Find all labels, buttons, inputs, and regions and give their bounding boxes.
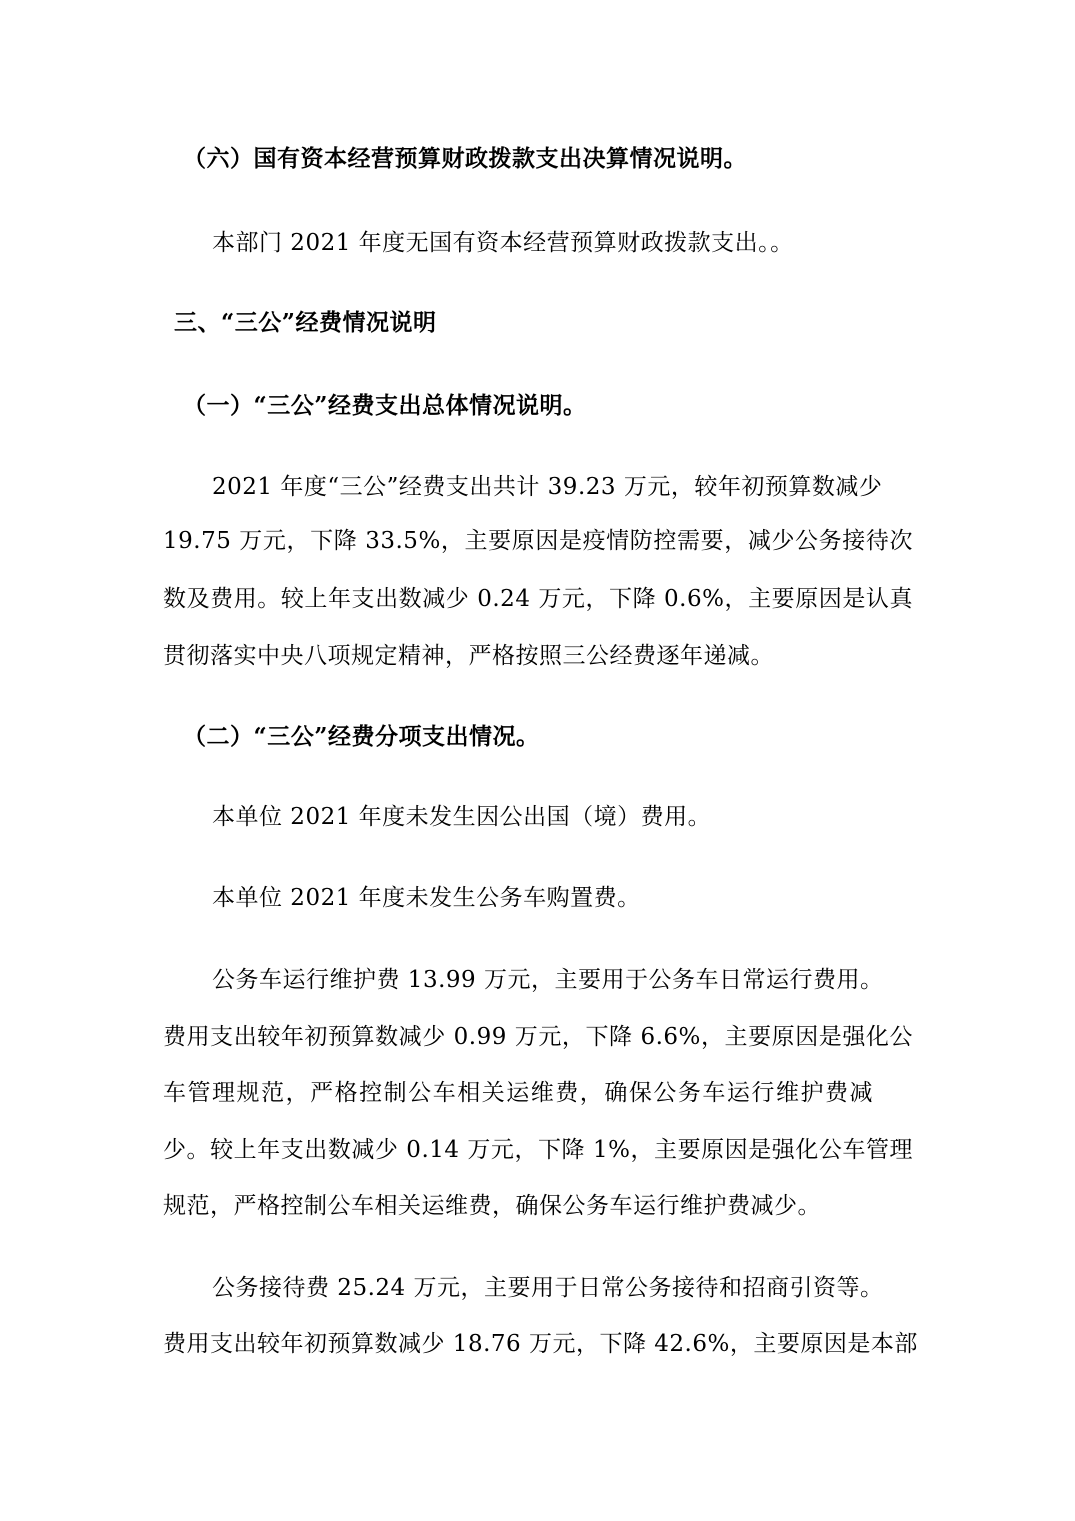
paragraph-vehicle-ops-line-2: 费用支出较年初预算数减少 0.99 万元，下降 6.6%，主要原因是强化公 (163, 1024, 913, 1050)
heading-subsection-itemized: （二）“三公”经费分项支出情况。 (183, 723, 540, 750)
paragraph-abroad-expense: 本单位 2021 年度未发生因公出国（境）费用。 (212, 804, 712, 830)
paragraph-reception-line-2: 费用支出较年初预算数减少 18.76 万元，下降 42.6%，主要原因是本部 (163, 1331, 918, 1357)
paragraph-vehicle-ops-line-5: 规范，严格控制公车相关运维费，确保公务车运行维护费减少。 (163, 1193, 821, 1219)
paragraph-reception-line-1: 公务接待费 25.24 万元，主要用于日常公务接待和招商引资等。 (212, 1275, 884, 1301)
paragraph-vehicle-ops-line-4: 少。较上年支出数减少 0.14 万元，下降 1%，主要原因是强化公车管理 (163, 1137, 913, 1163)
heading-subsection-overall: （一）“三公”经费支出总体情况说明。 (183, 392, 587, 419)
heading-section-6: （六）国有资本经营预算财政拨款支出决算情况说明。 (183, 145, 747, 172)
paragraph-vehicle-purchase: 本单位 2021 年度未发生公务车购置费。 (212, 885, 641, 911)
paragraph-overall-line-3: 数及费用。较上年支出数减少 0.24 万元，下降 0.6%，主要原因是认真 (163, 586, 913, 612)
paragraph-overall-line-2: 19.75 万元，下降 33.5%，主要原因是疫情防控需要，减少公务接待次 (163, 528, 913, 554)
paragraph-vehicle-ops-line-3: 车管理规范，严格控制公车相关运维费，确保公务车运行维护费减 (163, 1080, 873, 1106)
paragraph-vehicle-ops-line-1: 公务车运行维护费 13.99 万元，主要用于公务车日常运行费用。 (212, 967, 884, 993)
paragraph-overall-line-1: 2021 年度“三公”经费支出共计 39.23 万元，较年初预算数减少 (212, 474, 883, 500)
paragraph-state-capital: 本部门 2021 年度无国有资本经营预算财政拨款支出。。 (212, 230, 794, 256)
paragraph-overall-line-4: 贯彻落实中央八项规定精神，严格按照三公经费逐年递减。 (163, 643, 774, 669)
heading-section-three-public: 三、“三公”经费情况说明 (174, 309, 437, 336)
